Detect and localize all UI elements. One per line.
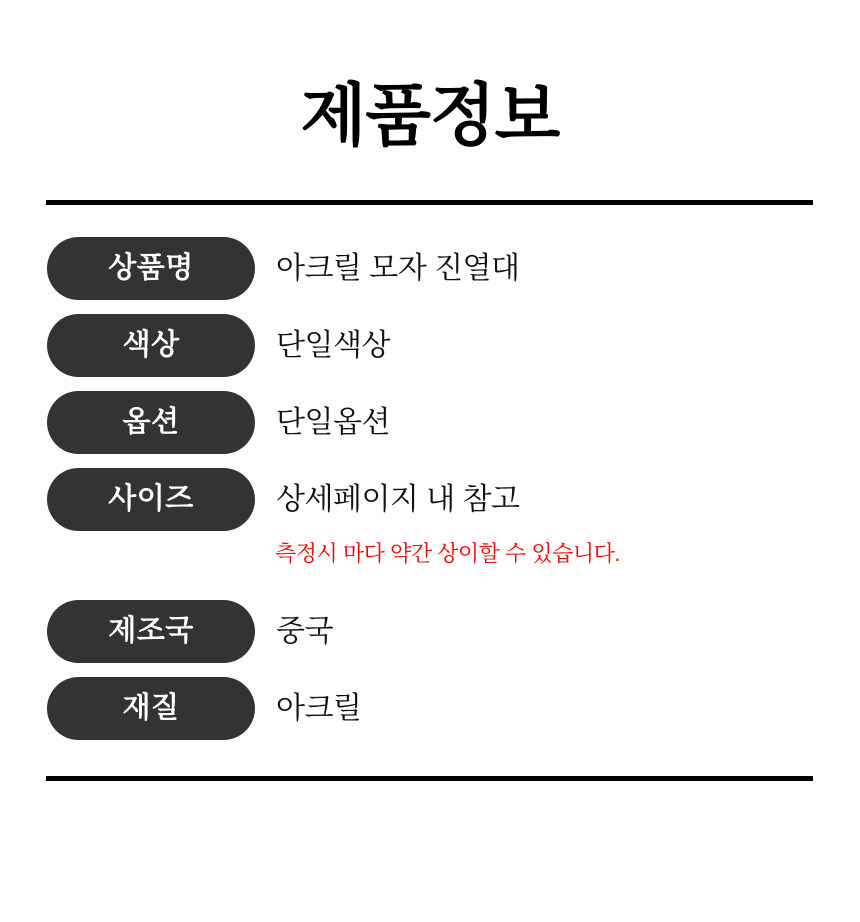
product-info-row-name [47, 237, 520, 300]
product-info-row-color [47, 314, 390, 377]
row-label-pill [47, 314, 255, 377]
row-label: 제조국 [108, 615, 194, 647]
product-info-row-option [47, 391, 390, 454]
size-measurement-note: 측정시 마다 약간 상이할 수 있습니다. [275, 541, 620, 566]
row-label-pill [47, 237, 255, 300]
row-value: 상세페이지 내 참고 [276, 482, 520, 516]
row-label: 상품명 [108, 252, 194, 284]
row-label-pill [47, 677, 255, 740]
page-title: 제품정보 [300, 78, 560, 154]
row-value: 단일옵션 [276, 405, 390, 439]
row-value: 아크릴 모자 진열대 [276, 251, 520, 285]
product-info-row-material [47, 677, 361, 740]
row-value: 중국 [276, 614, 333, 648]
product-info-row-size [47, 468, 520, 531]
row-label: 색상 [122, 329, 180, 361]
row-label-pill [47, 600, 255, 663]
row-label: 재질 [122, 692, 180, 724]
row-label: 사이즈 [108, 483, 194, 515]
row-label: 옵션 [122, 406, 180, 438]
row-label-pill [47, 468, 255, 531]
row-value: 단일색상 [276, 328, 390, 362]
top-divider [46, 200, 813, 205]
product-info-row-origin [47, 600, 333, 663]
bottom-divider [46, 776, 813, 781]
row-label-pill [47, 391, 255, 454]
row-value: 아크릴 [276, 691, 362, 725]
